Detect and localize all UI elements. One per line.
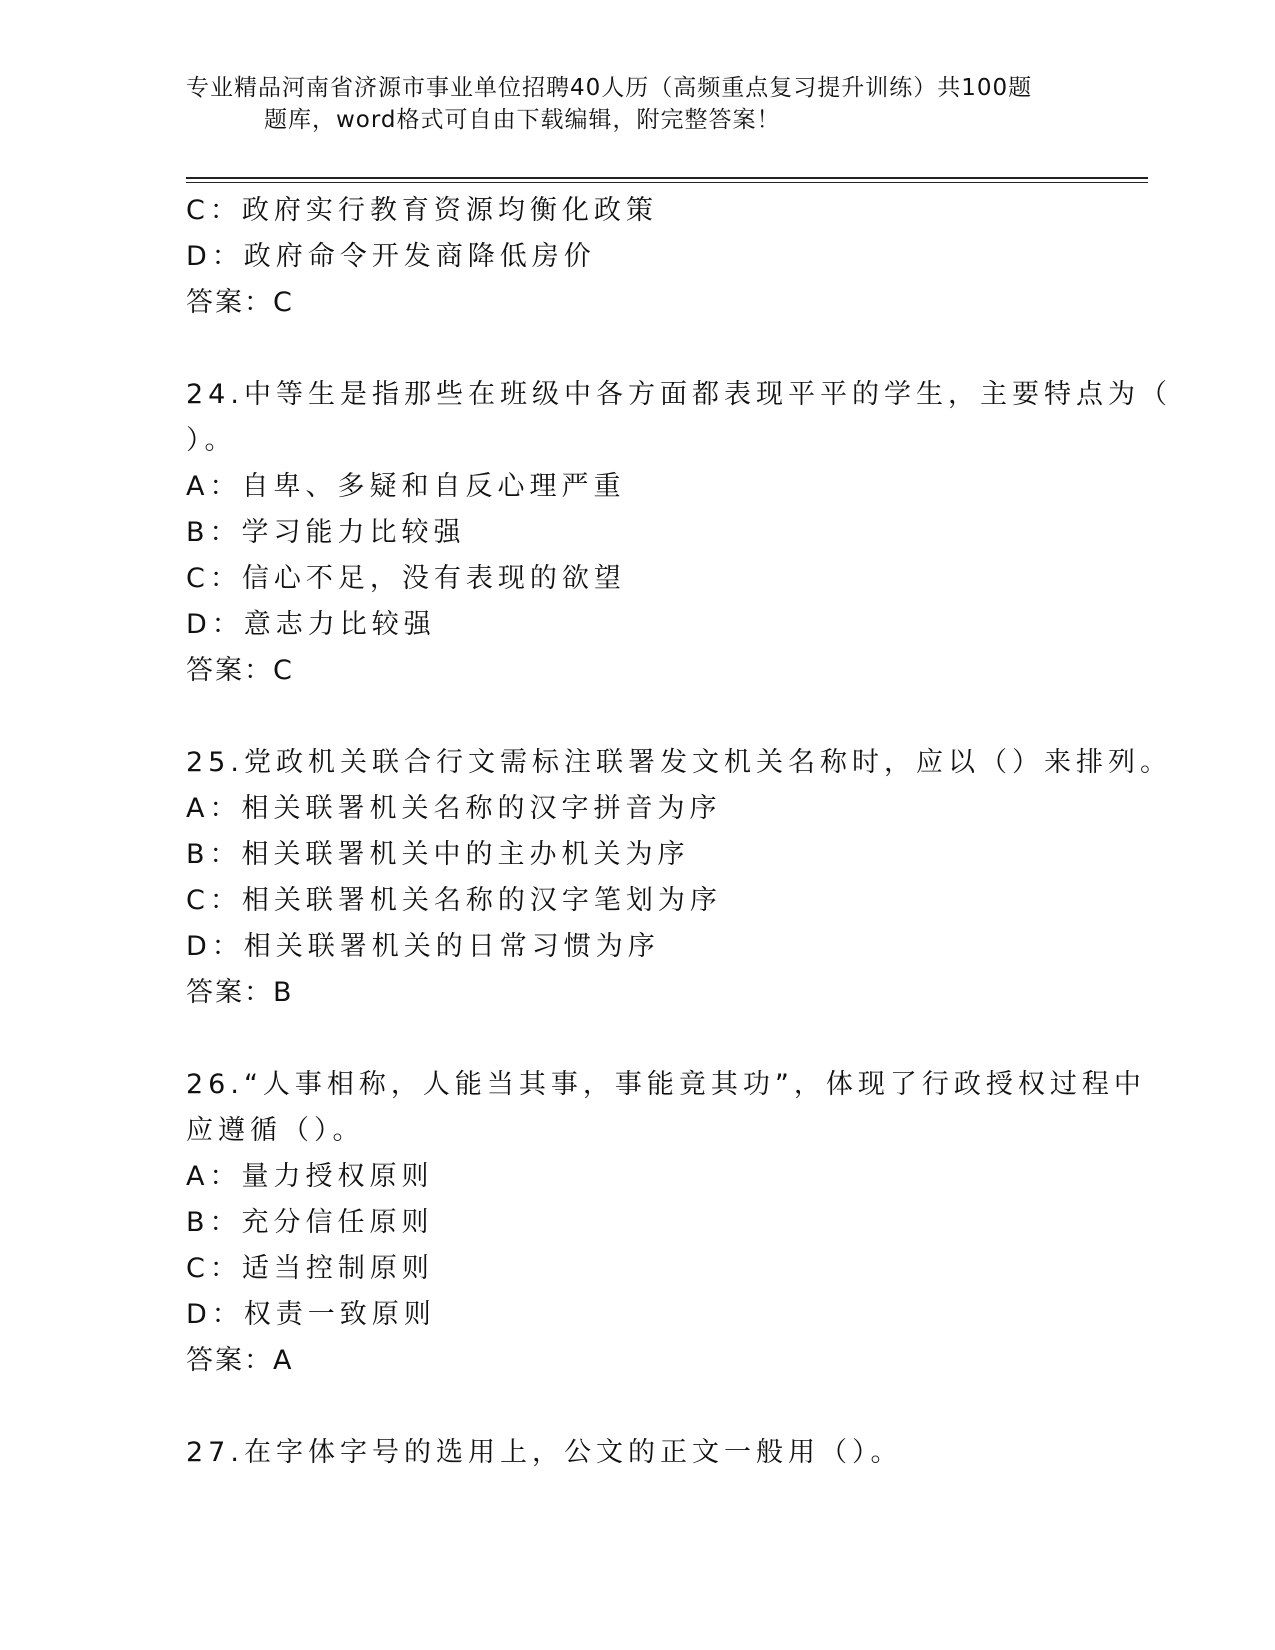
q24-stem-line1: 24.中等生是指那些在班级中各方面都表现平平的学生，主要特点为（ (186, 379, 1172, 410)
spacer (186, 1384, 1086, 1430)
q24-option-c: C：信心不足，没有表现的欲望 (186, 563, 626, 594)
q26-option-a: A：量力授权原则 (186, 1161, 434, 1192)
q24-stem-line2: ）。 (186, 425, 237, 456)
q25-option-c: C：相关联署机关名称的汉字笔划为序 (186, 885, 722, 916)
spacer (186, 694, 1086, 740)
q26-option-b: B：充分信任原则 (186, 1207, 434, 1238)
question-26-block (186, 1062, 1146, 1384)
q23-option-c: C：政府实行教育资源均衡化政策 (186, 195, 658, 226)
document-header (186, 72, 1086, 136)
header-title-line2: 题库，word格式可自由下载编辑，附完整答案！ (264, 107, 781, 133)
spacer (186, 1016, 1086, 1062)
header-title-line1: 专业精品河南省济源市事业单位招聘40人历（高频重点复习提升训练）共100题 (186, 75, 1033, 101)
q24-option-d: D：意志力比较强 (186, 609, 436, 640)
spacer (186, 326, 1086, 372)
header-divider-thick (186, 177, 1148, 179)
header-divider-thin (186, 182, 1148, 183)
q26-option-c: C：适当控制原则 (186, 1253, 434, 1284)
q25-stem-line1: 25.党政机关联合行文需标注联署发文机关名称时，应以（）来排列。 (186, 747, 1172, 778)
q25-option-a: A：相关联署机关名称的汉字拼音为序 (186, 793, 722, 824)
question-24-block (186, 372, 1172, 694)
q27-stem-line1: 27.在字体字号的选用上，公文的正文一般用（）。 (186, 1437, 903, 1468)
question-27-block (186, 1430, 1086, 1476)
q24-option-b: B：学习能力比较强 (186, 517, 466, 548)
q24-answer: 答案：C (186, 655, 294, 686)
question-content (186, 188, 1172, 1476)
q26-stem-line1: 26.“人事相称，人能当其事，事能竟其功”，体现了行政授权过程中 (186, 1069, 1146, 1100)
q25-option-d: D：相关联署机关的日常习惯为序 (186, 931, 660, 962)
q26-option-d: D：权责一致原则 (186, 1299, 436, 1330)
q26-answer: 答案：A (186, 1345, 294, 1376)
question-25-block (186, 740, 1172, 1016)
q23-answer: 答案：C (186, 287, 294, 318)
q25-option-b: B：相关联署机关中的主办机关为序 (186, 839, 690, 870)
q25-answer: 答案：B (186, 977, 294, 1008)
question-23-block (186, 188, 1086, 326)
q26-stem-line2: 应遵循（）。 (186, 1115, 365, 1146)
q23-option-d: D：政府命令开发商降低房价 (186, 241, 596, 272)
q24-option-a: A：自卑、多疑和自反心理严重 (186, 471, 626, 502)
